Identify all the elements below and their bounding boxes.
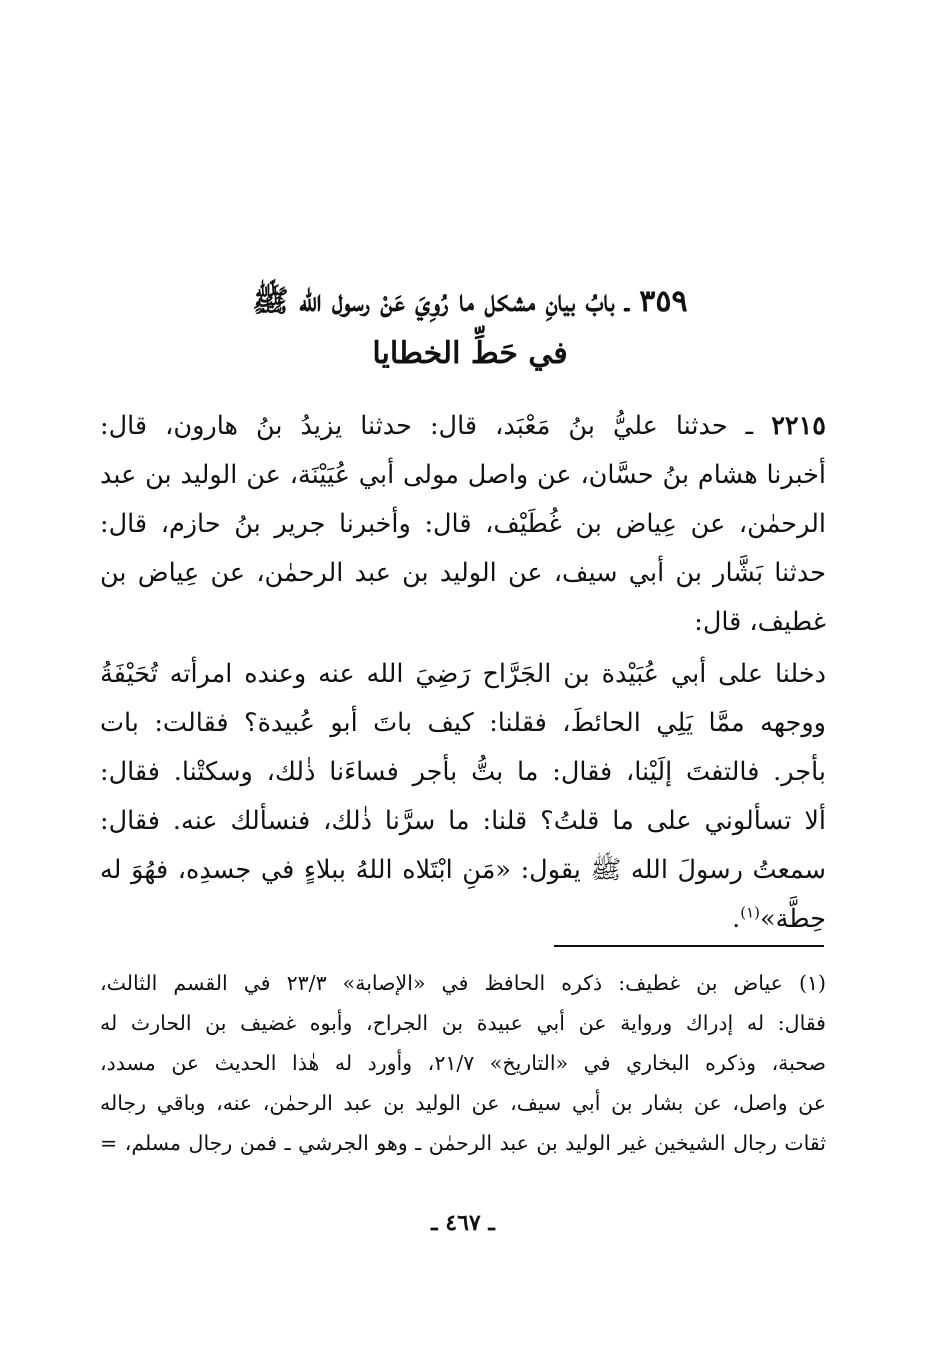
chapter-title-line-2: في حَطِّ الخطايا <box>372 336 568 371</box>
isnad-line-3: الرحمٰن، عن عِياض بن غُطَيْف، قال: وأخبرنا جرير بنُ حازم، قال: <box>100 509 826 539</box>
matn-line-6 <box>100 895 826 944</box>
footnote-divider <box>554 945 824 947</box>
footnote-reference: (١) <box>740 903 761 922</box>
isnad-line-2: أخبرنا هشام بنُ حسَّان، عن واصل مولى أبي عُيَيْنَة، عن الوليد بن عبد <box>100 460 826 490</box>
isnad-line-5: غطيف، قال: <box>694 607 826 637</box>
isnad-line-4: حدثنا بَشَّار بن أبي سيف، عن الوليد بن عبد الرحمٰن، عن عِياض بن <box>100 558 826 588</box>
footnote-line-3: صحبة، وذكره البخاري في «التاريخ» ٢١/٧، وأورد له هٰذا الحديث عن مسدد، <box>100 1051 827 1075</box>
page-number: ـ ٤٦٧ ـ <box>431 1210 495 1236</box>
matn-line-6-text: حِطَّة» <box>760 904 826 934</box>
hadith-number: ٢٢١٥ <box>771 411 826 441</box>
matn-line-2: ووجهه ممَّا يَلِي الحائطَ، فقلنا: كيف باتَ أبو عُبيدة؟ فقالت: بات <box>100 708 826 738</box>
footnote-line-2: فقال: له إدراك ورواية عن أبي عبيدة بن الجراح، وأبوه غضيف بن الحارث له <box>100 1011 826 1035</box>
footnote-line-5: ثقات رجال الشيخين غير الوليد بن عبد الرحمٰن ـ وهو الجرشي ـ فمن رجال مسلم، = <box>100 1131 826 1155</box>
footnote-line-4: عن واصل، عن بشار بن أبي سيف، عن الوليد بن عبد الرحمٰن، عنه، وباقي رجاله <box>100 1091 826 1115</box>
isnad-line-1-text: ـ حدثنا عليُّ بنُ مَعْبَد، قال: حدثنا يزيدُ بنُ هارون، قال: <box>100 411 754 441</box>
matn-line-3: بأجر. فالتفتَ إلَيْنا، فقال: ما بتُّ بأجر فساءَنا ذٰلك، وسكتْنا. فقال: <box>100 757 826 787</box>
hadith-matn <box>100 650 826 944</box>
final-punctuation: . <box>732 904 741 934</box>
footnotes <box>100 963 826 1163</box>
matn-line-1: دخلنا على أبي عُبَيْدة بن الجَرَّاح رَضِيَ الله عنه وعنده امرأته تُحَيْفَةُ <box>100 659 826 689</box>
footnote-line-1: (١) عياض بن غطيف: ذكره الحافظ في «الإصابة» ٢٣/٣ في القسم الثالث، <box>100 971 826 995</box>
matn-line-5: سمعتُ رسولَ الله ﷺ يقول: «مَنِ ابْتَلاه اللهُ ببلاءٍ في جسدِه، فهُوَ له <box>100 855 826 885</box>
chapter-heading <box>120 276 820 380</box>
chapter-title-line-1: ٣٥٩ ـ بابُ بيانِ مشكل ما رُوِيَ عَنْ رسول الله ﷺ <box>252 284 688 319</box>
isnad-line-1 <box>100 402 826 451</box>
hadith-isnad <box>100 402 826 647</box>
matn-line-4: ألا تسألوني على ما قلتُ؟ قلنا: ما سرَّنا ذٰلك، فنسألك عنه. فقال: <box>100 806 826 836</box>
